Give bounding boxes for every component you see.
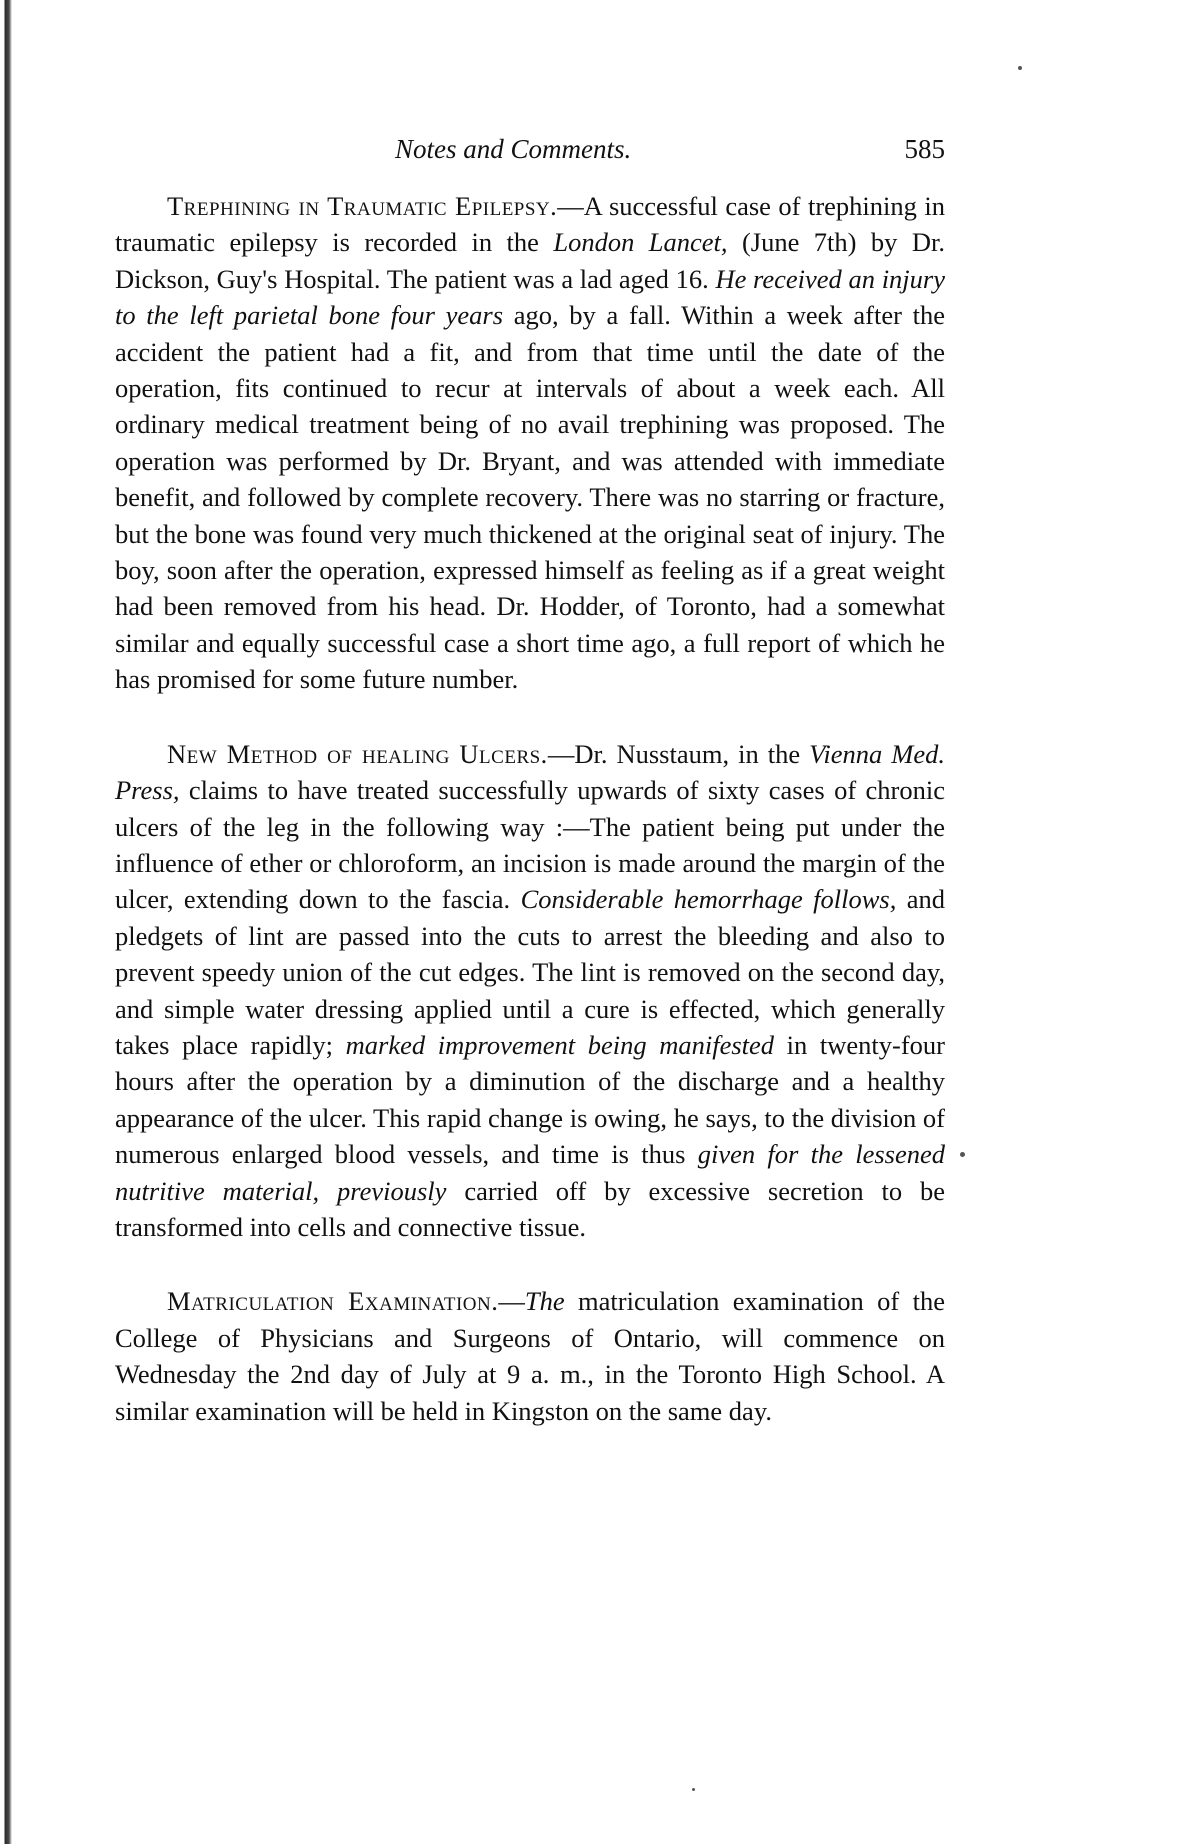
margin-speck [692,1788,695,1791]
body-text: (June 7th) by Dr. Dickson, Guy's Hospital. The patient was a lad aged 16. [115,227,945,294]
page-number: 585 [904,134,945,164]
running-title: Notes and Comments. [395,134,632,164]
article-paragraph [115,1283,945,1429]
italic-text: The [524,1286,565,1317]
italic-text: marked improvement being manifested [345,1029,775,1060]
margin-speck [1018,66,1022,70]
document-page [115,132,945,1429]
italic-text: He received an injury to the left parietal bone four years [115,263,945,331]
italic-text: given for the lessened nutritive material, previously [115,1139,945,1206]
article-paragraph [115,188,945,698]
article-heading: New Method of healing Ulcers. [167,738,548,769]
running-head [115,132,945,166]
body-text: and pledgets of lint are passed into the cuts to arrest the bleeding and also to prevent speedy union of the cut edges. The lint is removed on the second day, and simple water dressing applied until a cure is effected, which generally takes place rapidly; [115,884,946,1060]
body-text: — [498,1286,525,1317]
page-binding-edge [0,0,14,1844]
italic-text: London Lancet, [553,227,728,258]
article-heading: Trephining in Traumatic Epilepsy. [167,191,558,221]
body-text: ago, by a fall. Within a week after the accident the patient had a fit, and from that time until the date of the operation, fits continued to recur at intervals of about a week each. All ordinary medical treatment being of no avail trephining was proposed. The operation was performed by Dr. Bryant, and was attended with immediate benefit, and followed by complete recovery. There was no starring or fracture, but the bone was found very much thickened at the original seat of injury. The boy, soon after the operation, expressed himself as feeling as if a great weight had been removed from his head. Dr. Hodder, of Toronto, had a somewhat similar and equally successful case a short time ago, a full report of which he has promised for some future number. [115,300,945,695]
body-text: —A successful case of trephining in traumatic epilepsy is recorded in the [115,191,945,258]
italic-text: Considerable hemorrhage follows, [520,884,897,915]
body-text: —Dr. Nusstaum, in the [547,738,810,769]
body-text: carried off by excessive secretion to be transformed into cells and connective tissue. [115,1175,945,1242]
margin-speck [960,1152,965,1157]
body-text: in twenty-four hours after the operation by a diminution of the discharge and a healthy appearance of the ulcer. This rapid change is owing, he says, to the division of numerous enlarged blood vessels, and time is thus [115,1029,945,1170]
article-heading: Matriculation Examination. [167,1286,499,1317]
article-paragraph [115,736,945,1246]
article-list [115,188,945,1429]
body-text: matriculation examination of the College of Physicians and Surgeons of Ontario, will commence on Wednesday the 2nd day of July at 9 a. m., in the Toronto High School. A similar examination will be held in Kingston on the same day. [115,1286,945,1426]
body-text: claims to have treated successfully upwards of sixty cases of chronic ulcers of the leg in the following way :—The patient being put under the influence of ether or chloroform, an incision is made around the margin of the ulcer, extending down to the fascia. [115,775,945,915]
italic-text: Vienna Med. Press, [115,738,945,806]
